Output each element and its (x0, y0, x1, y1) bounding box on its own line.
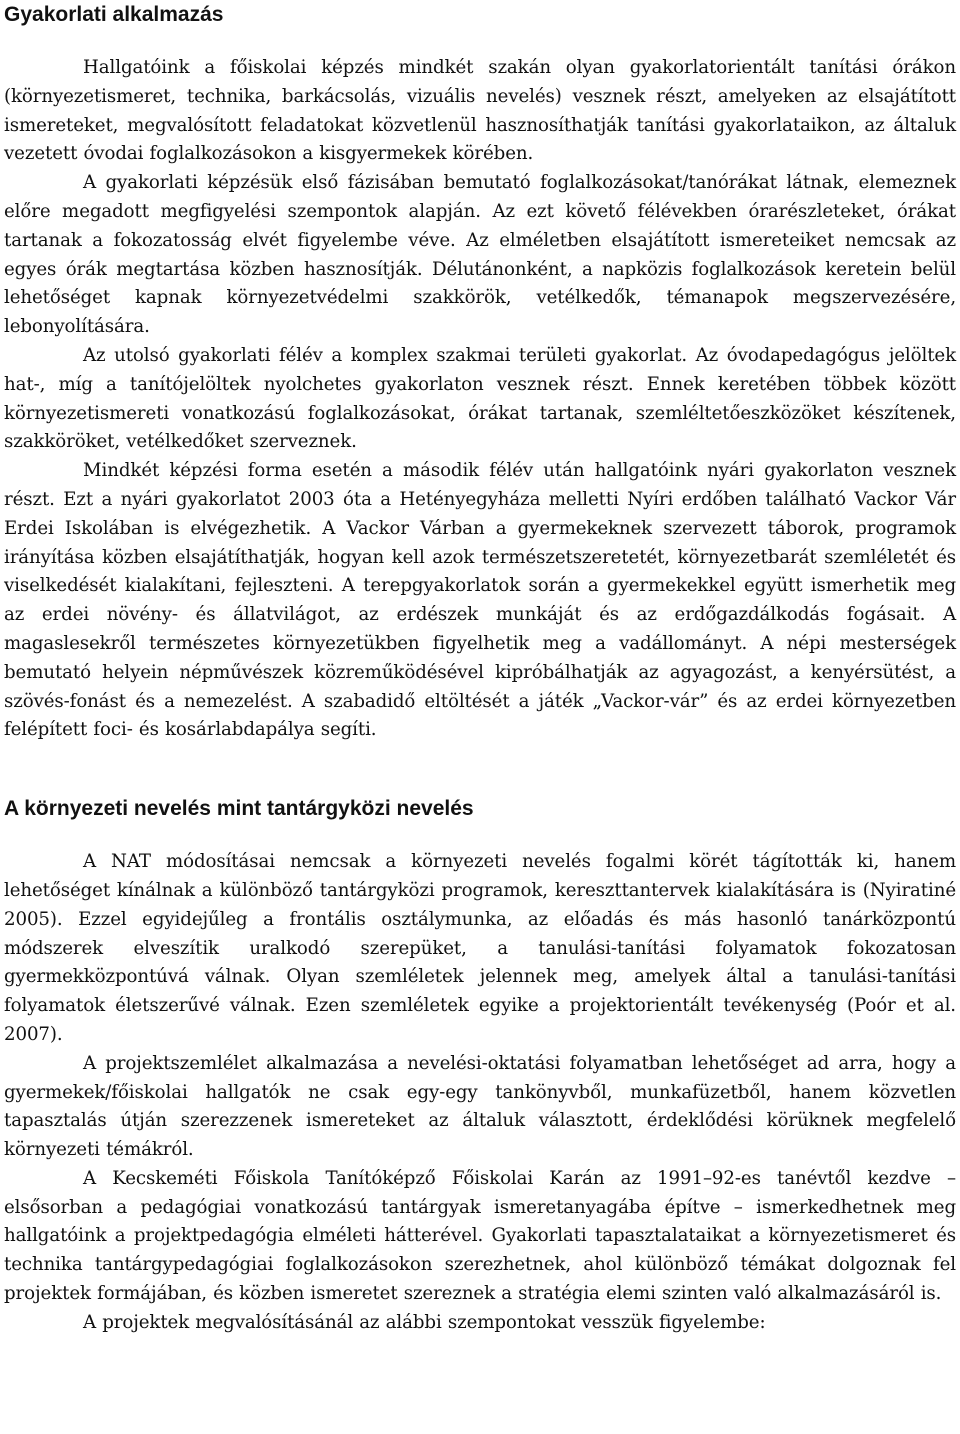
paragraph: A Kecskeméti Főiskola Tanítóképző Főiskolai Karán az 1991–92-es tanévtől kezdve – elsősorban a pedagógiai vonatkozású tantárgyak ismeretanyagába építve – ismerkedhetnek meg hallgatóink a projektpedagógia elméleti hátterével. Gyakorlati tapasztalataikat a környezetismeret és technika tantárgypedagógiai foglalkozásokon szerezhetnek, ahol különböző témákat dolgoznak fel projektek formájában, és közben ismeretet szereznek a stratégia elemi szinten való alkalmazásáról is. (4, 1167, 956, 1305)
paragraph: Hallgatóink a főiskolai képzés mindkét szakán olyan gyakorlatorientált tanítási órákon (környezetismeret, technika, barkácsolás, vizuális nevelés) vesznek részt, amelyeken az elsajátított ismereteket, megvalósított feladatokat közvetlenül hasznosíthatják tanítási gyakorlataikon, az általuk vezetett óvodai foglalkozásokon a kisgyermekek körében. (4, 57, 956, 165)
section-title-kornyezeti-neveles: A környezeti nevelés mint tantárgyközi nevelés (4, 797, 474, 821)
paragraph: A projektek megvalósításánál az alábbi szempontokat vesszük figyelembe: (83, 1311, 766, 1333)
section-body (4, 848, 956, 1338)
paragraph: Mindkét képzési forma esetén a második félév után hallgatóink nyári gyakorlaton vesznek részt. Ezt a nyári gyakorlatot 2003 óta a Hetényegyháza melletti Nyíri erdőben található Vackor Vár Erdei Iskolában is elvégezhetik. A Vackor Várban a gyermekeknek szervezett táborok, programok irányítása közben elsajátíthatják, hogyan kell azok természetszeretetét, környezetbarát szemléletét és viselkedését kialakítani, fejleszteni. A terepgyakorlatok során a gyermekekkel együtt ismerhetik meg az erdei növény- és állatvilágot, az erdészek munkáját és az erdőgazdálkodás fogásait. A magaslesekről természetes környezetükben figyelhetik meg a vadállományt. A népi mesterségek bemutató helyein népművészek közreműködésével kipróbálhatják az agyagozást, a kenyérsütést, a szövés-fonást és a nemezelést. A szabadidő eltöltését a játék „Vackor-vár” és az erdei környezetben felépített foci- és kosárlabdapálya segíti. (4, 460, 956, 741)
paragraph: A projektszemlélet alkalmazása a nevelési-oktatási folyamatban lehetőséget ad arra, hogy a gyermekek/főiskolai hallgatók ne csak egy-egy tankönyvből, munkafüzetből, hanem közvetlen tapasztalás útján szerezzenek ismereteket az általuk választott, érdeklődési körüknek megfelelő környezeti témákról. (4, 1052, 956, 1161)
section-body (4, 54, 956, 745)
document-page (4, 0, 956, 1338)
section-title-gyakorlati-alkalmazas: Gyakorlati alkalmazás (4, 3, 224, 26)
paragraph: A NAT módosításai nemcsak a környezeti nevelés fogalmi körét tágították ki, hanem lehetőséget kínálnak a különböző tantárgyközi programok, kereszttantervek kialakítására is (Nyiratiné 2005). Ezzel egyidejűleg a frontális osztálymunka, az előadás és más hasonló tanárközpontú módszerek elveszítik uralkodó szerepüket, a tanulási-tanítási folyamatok fokozatosan gyermekközpontúvá válnak. Olyan szemléletek jelennek meg, amelyek által a tanulási-tanítási folyamatok életszerűvé válnak. Ezen szemléletek egyike a projektorientált tevékenység (Poór et al. 2007). (4, 851, 956, 1045)
paragraph: Az utolsó gyakorlati félév a komplex szakmai területi gyakorlat. Az óvodapedagógus jelöltek hat-, míg a tanítójelöltek nyolchetes gyakorlaton vesznek részt. Ennek keretében többek között környezetismereti vonatkozású foglalkozásokat, órákat tartanak, szemléltetőeszközöket készítenek, szakköröket, vetélkedőket szerveznek. (4, 344, 956, 453)
paragraph: A gyakorlati képzésük első fázisában bemutató foglalkozásokat/tanórákat látnak, elemeznek előre megadott megfigyelési szempontok alapján. Az ezt követő félévekben órarészleteket, órákat tartanak a fokozatosság elvét figyelembe véve. Az elméletben elsajátított ismereteiket nemcsak az egyes órák megtartása közben hasznosítják. Délutánonként, a napközis foglalkozások keretein belül lehetőséget kapnak környezetvédelmi szakkörök, vetélkedők, témanapok megszervezésére, lebonyolítására. (4, 172, 956, 338)
